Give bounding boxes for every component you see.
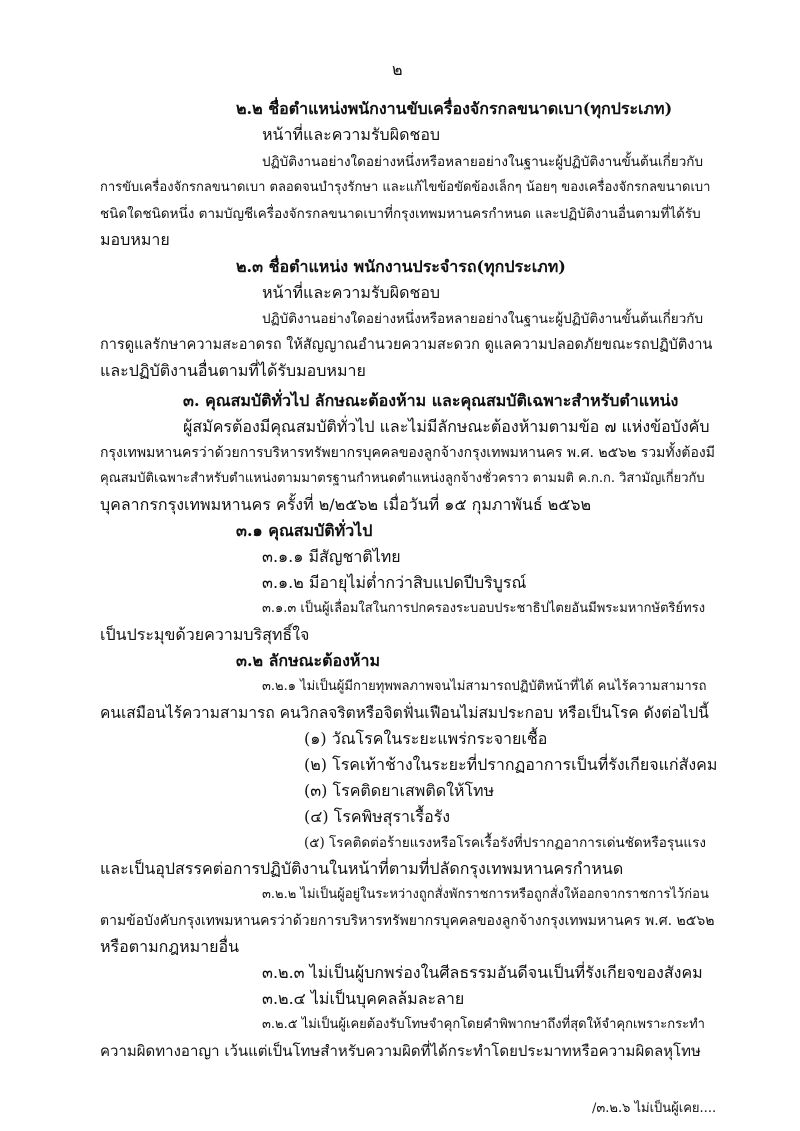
section-3-2-5-line: ๓.๒.๕ ไม่เป็นผู้เคยต้องรับโทษจำคุกโดยคำพิพากษาถึงที่สุดให้จำคุกเพราะกระทำ (262, 1017, 705, 1032)
section-3-1-item-cont: เป็นประมุขด้วยความบริสุทธิ์ใจ (100, 625, 310, 644)
disease-item: (๔) โรคพิษสุราเรื้อรัง (304, 807, 451, 826)
section-3-2-4: ๓.๒.๔ ไม่เป็นบุคคลล้มละลาย (262, 989, 465, 1008)
section-3-line: คุณสมบัติเฉพาะสำหรับตำแหน่งตามมาตรฐานกำหนดตำแหน่งลูกจ้างชั่วคราว ตามมติ ค.ก.ก. วิสามัญเกี่ยวกับ (100, 471, 705, 486)
section-3-line: บุคลากรกรุงเทพมหานคร ครั้งที่ ๒/๒๕๖๒ เมื่อวันที่ ๑๕ กุมภาพันธ์ ๒๕๖๒ (100, 495, 592, 514)
continuation-note: /๓.๒.๖ ไม่เป็นผู้เคย.... (592, 1101, 717, 1116)
section-2-3-line: และปฏิบัติงานอื่นตามที่ได้รับมอบหมาย (100, 361, 366, 380)
section-3-line: ผู้สมัครต้องมีคุณสมบัติทั่วไป และไม่มีลักษณะต้องห้ามตามข้อ ๗ แห่งข้อบังคับ (183, 417, 710, 436)
section-3-2-2-line: ตามข้อบังคับกรุงเทพมหานครว่าด้วยการบริหารทรัพยากรบุคคลของลูกจ้างกรุงเทพมหานคร พ.ศ. ๒๕๖๒ (100, 913, 715, 929)
disease-item: (๑) วัณโรคในระยะแพร่กระจายเชื้อ (304, 729, 548, 748)
section-2-2-duties-label: หน้าที่และความรับผิดชอบ (262, 125, 441, 144)
page-number: ๒ (392, 60, 403, 79)
section-2-3-duties-label: หน้าที่และความรับผิดชอบ (262, 283, 441, 302)
section-3-2-1-end: และเป็นอุปสรรคต่อการปฏิบัติงานในหน้าที่ตามที่ปลัดกรุงเทพมหานครกำหนด (100, 859, 624, 878)
section-3-2-1-line: คนเสมือนไร้ความสามารถ คนวิกลจริตหรือจิตฟั่นเฟือนไม่สมประกอบ หรือเป็นโรค ดังต่อไปนี้ (100, 704, 709, 722)
section-3-2-3: ๓.๒.๓ ไม่เป็นผู้บกพร่องในศีลธรรมอันดีจนเป็นที่รังเกียจของสังคม (262, 963, 703, 982)
section-2-2-line: การขับเครื่องจักรกลขนาดเบา ตลอดจนบำรุงรักษา และแก้ไขข้อขัดข้องเล็กๆ น้อยๆ ของเครื่องจักรกลขนาดเบา (100, 180, 711, 195)
section-3-1-item: ๓.๑.๓ เป็นผู้เลื่อมใสในการปกครองระบอบประชาธิปไตยอันมีพระมหากษัตริย์ทรง (262, 601, 706, 616)
section-3-2-1-line: ๓.๒.๑ ไม่เป็นผู้มีกายทุพพลภาพจนไม่สามารถปฏิบัติหน้าที่ได้ คนไร้ความสามารถ (262, 679, 707, 694)
section-3-2-2-line: ๓.๒.๒ ไม่เป็นผู้อยู่ในระหว่างถูกสั่งพักราชการหรือถูกสั่งให้ออกจากราชการไว้ก่อน (262, 887, 709, 902)
section-2-3-line: การดูแลรักษาความสะอาดรถ ให้สัญญาณอำนวยความสะดวก ดูแลความปลอดภัยขณะรถปฏิบัติงาน (100, 337, 713, 353)
section-2-2-line: มอบหมาย (100, 230, 170, 249)
section-3-2-5-line: ความผิดทางอาญา เว้นแต่เป็นโทษสำหรับความผิดที่ได้กระทำโดยประมาทหรือความผิดลหุโทษ (100, 1042, 701, 1060)
section-3-1-item: ๓.๑.๑ มีสัญชาติไทย (262, 547, 401, 566)
section-3-1-item: ๓.๑.๒ มีอายุไม่ต่ำกว่าสิบแปดปีบริบูรณ์ (262, 573, 527, 592)
section-2-3-line: ปฏิบัติงานอย่างใดอย่างหนึ่งหรือหลายอย่างในฐานะผู้ปฏิบัติงานขั้นต้นเกี่ยวกับ (262, 311, 704, 327)
disease-item: (๓) โรคติดยาเสพติดให้โทษ (304, 781, 495, 800)
disease-item: (๕) โรคติดต่อร้ายแรงหรือโรคเรื้อรังที่ปรากฏอาการเด่นชัดหรือรุนแรง (304, 835, 706, 851)
section-3-line: กรุงเทพมหานครว่าด้วยการบริหารทรัพยากรบุคคลของลูกจ้างกรุงเทพมหานคร พ.ศ. ๒๕๖๒ รวมทั้งต้องมี (100, 445, 715, 461)
section-2-3-heading: ๒.๓ ชื่อตำแหน่ง พนักงานประจำรถ(ทุกประเภท) (236, 257, 566, 276)
section-2-2-line: ชนิดใดชนิดหนึ่ง ตามบัญชีเครื่องจักรกลขนาดเบาที่กรุงเทพมหานครกำหนด และปฏิบัติงานอื่นตามที่ได้รับ (100, 206, 701, 222)
section-2-2-line: ปฏิบัติงานอย่างใดอย่างหนึ่งหรือหลายอย่างในฐานะผู้ปฏิบัติงานขั้นต้นเกี่ยวกับ (262, 154, 704, 170)
disease-item: (๒) โรคเท้าช้างในระยะที่ปรากฏอาการเป็นที่รังเกียจแก่สังคม (304, 755, 718, 774)
section-3-2-2-line: หรือตามกฎหมายอื่น (100, 937, 240, 956)
section-3-1-heading: ๓.๑ คุณสมบัติทั่วไป (236, 521, 373, 540)
section-3-heading: ๓. คุณสมบัติทั่วไป ลักษณะต้องห้าม และคุณสมบัติเฉพาะสำหรับตำแหน่ง (183, 391, 679, 410)
section-2-2-heading: ๒.๒ ชื่อตำแหน่งพนักงานขับเครื่องจักรกลขนาดเบา(ทุกประเภท) (236, 99, 673, 118)
section-3-2-heading: ๓.๒ ลักษณะต้องห้าม (236, 651, 380, 670)
